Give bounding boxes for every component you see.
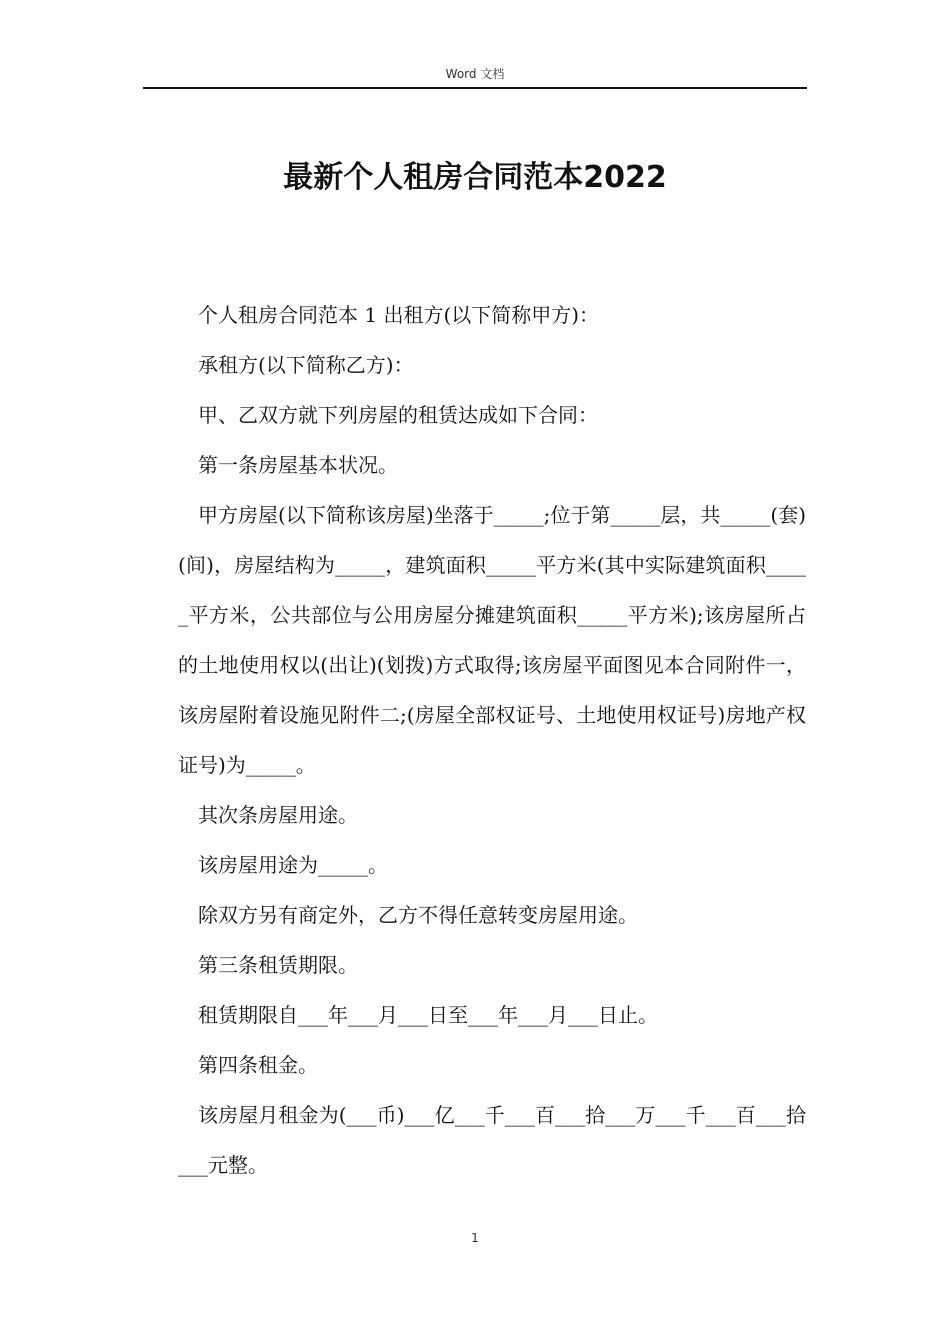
section-heading: 第三条租赁期限。: [198, 953, 358, 977]
paragraph: 甲、乙双方就下列房屋的租赁达成如下合同：: [198, 403, 598, 427]
header-divider: [143, 87, 807, 89]
page-number: 1: [471, 1231, 479, 1245]
paragraph: 个人租房合同范本 1 出租方(以下简称甲方)：: [198, 303, 600, 327]
paragraph: 该房屋月租金为(___币)___亿___千___百___拾___万___千___百___拾___元整。: [178, 1103, 806, 1177]
page-header-label: Word 文档: [445, 67, 505, 81]
document-title: 最新个人租房合同范本2022: [283, 160, 667, 195]
paragraph: 甲方房屋(以下简称该房屋)坐落于_____;位于第_____层，共_____(套)(间)，房屋结构为_____，建筑面积_____平方米(其中实际建筑面积_____平方米，公共部位与公用房屋分摊建筑面积_____平方米);该房屋所占的土地使用权以(出让)(划拨)方式取得;该房屋平面图见本合同附件一，该房屋附着设施见附件二;(房屋全部权证号、土地使用权证号)房地产权证号)为_____。: [178, 503, 806, 777]
section-heading: 第一条房屋基本状况。: [198, 453, 398, 477]
paragraph: 该房屋用途为_____。: [198, 853, 388, 877]
paragraph: 承租方(以下简称乙方)：: [198, 353, 414, 377]
paragraph: 租赁期限自___年___月___日至___年___月___日止。: [198, 1003, 658, 1027]
section-heading: 第四条租金。: [198, 1053, 318, 1077]
section-heading: 其次条房屋用途。: [198, 803, 358, 827]
document-body: [178, 290, 806, 1190]
paragraph: 除双方另有商定外，乙方不得任意转变房屋用途。: [198, 903, 638, 927]
